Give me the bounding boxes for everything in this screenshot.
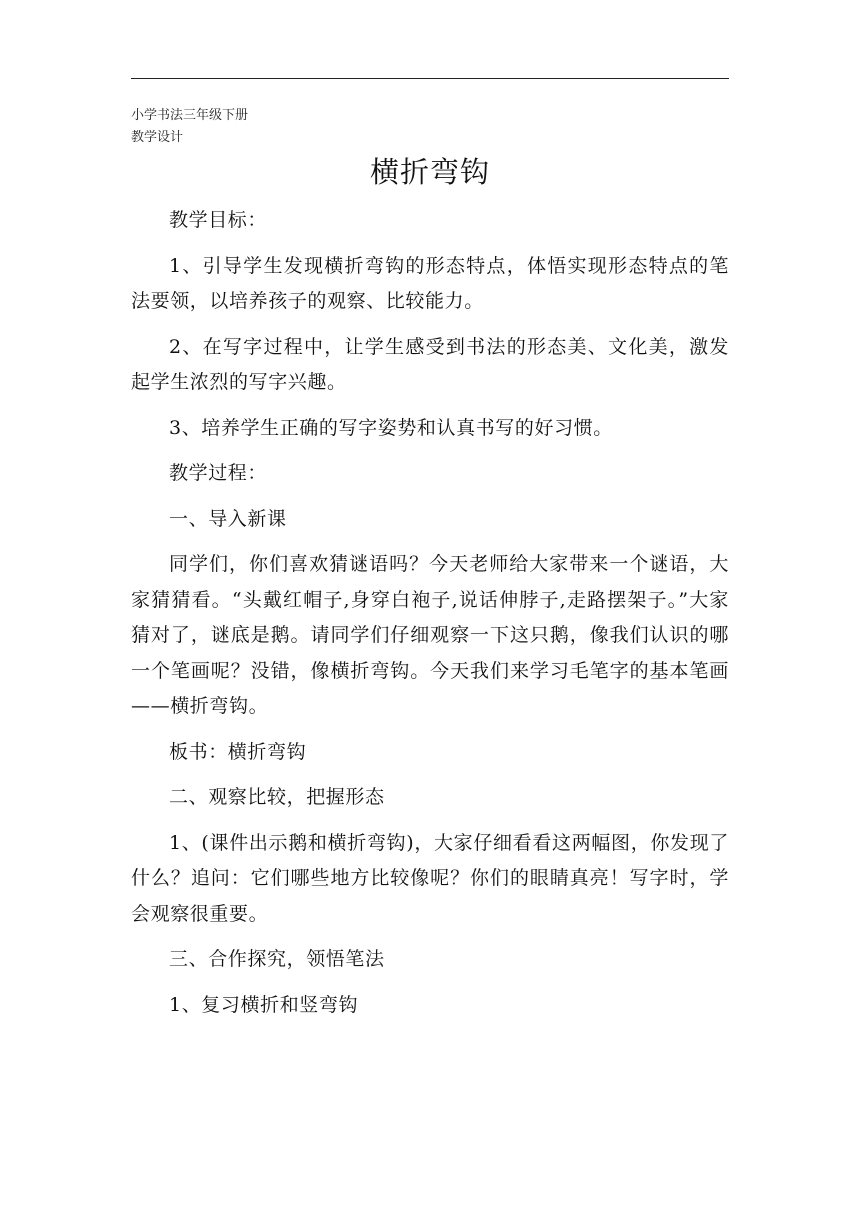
objective-2: 2、在写字过程中，让学生感受到书法的形态美、文化美，激发起学生浓烈的写字兴趣。 xyxy=(131,335,729,393)
section-heading-process: 教学过程： xyxy=(169,462,268,484)
document-body xyxy=(131,203,729,1023)
objective-3: 3、培养学生正确的写字姿势和认真书写的好习惯。 xyxy=(169,416,613,439)
section-heading-objectives: 教学目标： xyxy=(169,209,268,231)
intro-paragraph: 同学们，你们喜欢猜谜语吗？今天老师给大家带来一个谜语，大家猜猜看。“头戴红帽子,身穿白袍子,说话伸脖子,走路摆架子。”大家猜对了，谜底是鹅。请同学们仔细观察一下这只鹅，像我们认识的哪一个笔画呢？没错，像横折弯钩。今天我们来学习毛笔字的基本笔画——横折弯钩。 xyxy=(131,553,729,717)
observe-paragraph: 1、(课件出示鹅和横折弯钩)，大家仔细看看这两幅图，你发现了什么？追问：它们哪些地方比较像呢？你们的眼睛真亮！写字时，学会观察很重要。 xyxy=(131,831,729,925)
header-line-type: 教学设计 xyxy=(131,130,184,145)
document-title: 横折弯钩 xyxy=(369,155,490,189)
running-header xyxy=(131,105,248,149)
blackboard-note: 板书：横折弯钩 xyxy=(169,740,307,763)
step-heading-observe: 二、观察比较，把握形态 xyxy=(169,786,385,808)
header-rule xyxy=(131,78,729,79)
step-heading-explore: 三、合作探究，领悟笔法 xyxy=(169,948,385,970)
step-heading-intro: 一、导入新课 xyxy=(169,507,287,530)
header-line-course: 小学书法三年级下册 xyxy=(131,108,249,123)
explore-item-1: 1、复习横折和竖弯钩 xyxy=(169,993,359,1016)
objective-1: 1、引导学生发现横折弯钩的形态特点，体悟实现形态特点的笔法要领，以培养孩子的观察、比较能力。 xyxy=(131,254,729,312)
